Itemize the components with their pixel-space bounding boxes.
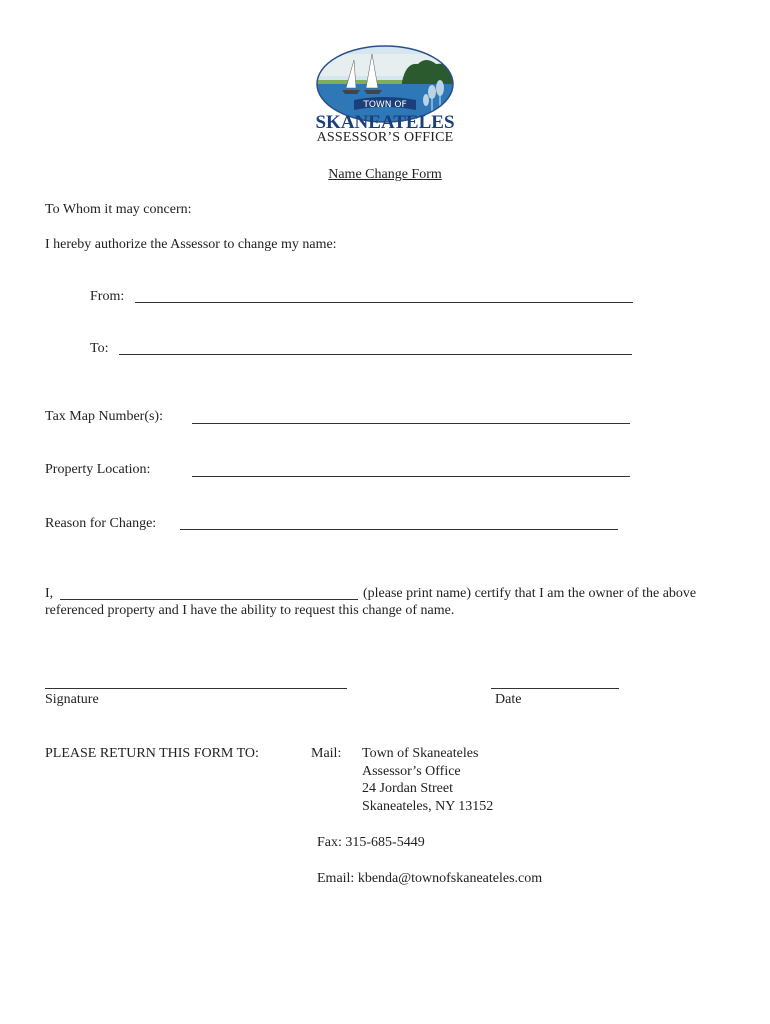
property-location-label: Property Location:	[45, 462, 151, 477]
date-label: Date	[495, 692, 522, 707]
certify-prefix: I,	[45, 586, 54, 601]
certify-suffix: (please print name) certify that I am the owner of the above	[363, 586, 697, 601]
office-title: ASSESSOR’S OFFICE	[316, 130, 454, 145]
certify-line2: referenced property and I have the ability to request this change of name.	[45, 603, 455, 618]
property-location-field[interactable]	[192, 476, 630, 477]
to-field[interactable]	[119, 354, 632, 355]
print-name-field[interactable]	[60, 599, 358, 600]
signature-field[interactable]	[45, 688, 347, 689]
address-line-3: 24 Jordan Street	[362, 781, 453, 796]
email-address: Email: kbenda@townofskaneateles.com	[317, 871, 543, 886]
logo-town-of: TOWN OF	[363, 100, 407, 110]
logo-town-name: SKANEATELES	[315, 112, 455, 130]
from-field[interactable]	[135, 302, 633, 303]
to-label: To:	[90, 341, 109, 356]
signature-label: Signature	[45, 692, 99, 707]
authorize-text: I hereby authorize the Assessor to change my name:	[45, 237, 337, 252]
from-label: From:	[90, 289, 125, 304]
town-logo	[314, 44, 456, 130]
reason-field[interactable]	[180, 529, 618, 530]
tax-map-field[interactable]	[192, 423, 630, 424]
salutation: To Whom it may concern:	[45, 202, 192, 217]
address-line-1: Town of Skaneateles	[362, 746, 479, 761]
tax-map-label: Tax Map Number(s):	[45, 409, 163, 424]
return-instruction: PLEASE RETURN THIS FORM TO:	[45, 746, 259, 761]
fax-number: Fax: 315-685-5449	[317, 835, 425, 850]
address-line-4: Skaneateles, NY 13152	[362, 799, 494, 814]
address-line-2: Assessor’s Office	[362, 764, 461, 779]
form-title: Name Change Form	[328, 167, 442, 182]
date-field[interactable]	[491, 688, 619, 689]
reason-label: Reason for Change:	[45, 516, 157, 531]
mail-label: Mail:	[311, 746, 342, 761]
